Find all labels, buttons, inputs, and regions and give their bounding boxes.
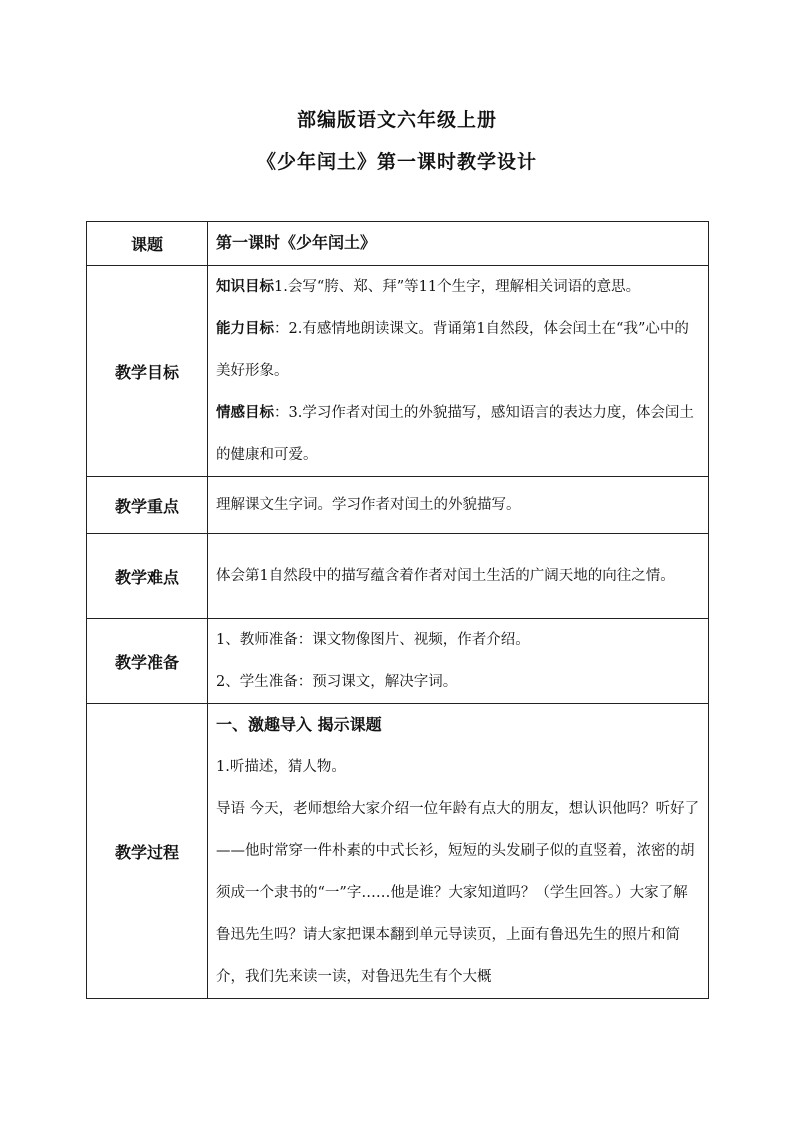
table-row	[87, 477, 709, 534]
process-label: 教学过程	[87, 704, 208, 999]
goal-label: 情感目标	[216, 405, 274, 421]
table-row	[87, 266, 709, 477]
prep-item: 2、学生准备：预习课文，解决字词。	[216, 674, 458, 690]
document-title: 部编版语文六年级上册	[296, 109, 497, 131]
key-label: 教学重点	[87, 477, 208, 534]
goal-item	[216, 266, 700, 308]
topic-cell	[208, 222, 709, 266]
goal-label: 知识目标	[216, 279, 274, 295]
difficulty-label: 教学难点	[87, 534, 208, 619]
prep-item: 1、教师准备：课文物像图片、视频，作者介绍。	[216, 632, 530, 648]
process-heading: 一、激趣导入 揭示课题	[216, 715, 382, 734]
table-row	[87, 534, 709, 619]
table-row	[87, 619, 709, 704]
goal-text: ：3.学习作者对闰土的外貌描写，感知语言的表达力度，体会闰土的健康和可爱。	[216, 405, 694, 463]
prep-label: 教学准备	[87, 619, 208, 704]
difficulty-text: 体会第1自然段中的描写蕴含着作者对闰土生活的广阔天地的向往之情。	[208, 534, 709, 619]
topic-value: 第一课时《少年闰土》	[216, 233, 377, 252]
process-step: 1.听描述，猜人物。	[216, 759, 346, 775]
goal-text: 1.会写“胯、郑、拜”等11个生字，理解相关词语的意思。	[274, 279, 641, 295]
document-subtitle: 《少年闰土》第一课时教学设计	[256, 151, 537, 173]
table-row	[87, 704, 709, 999]
goal-item	[216, 392, 700, 476]
topic-label: 课题	[87, 222, 208, 266]
goal-label: 能力目标	[216, 321, 274, 337]
goals-cell	[208, 266, 709, 477]
goal-text: ：2.有感情地朗读课文。背诵第1自然段，体会闰土在“我”心中的美好形象。	[216, 321, 689, 379]
process-cell	[208, 704, 709, 999]
goal-item	[216, 308, 700, 392]
key-text: 理解课文生字词。学习作者对闰土的外貌描写。	[208, 477, 709, 534]
prep-cell	[208, 619, 709, 704]
table-row	[87, 222, 709, 266]
process-paragraph: 导语 今天，老师想给大家介绍一位年龄有点大的朋友，想认识他吗？听好了——他时常穿一件朴素的中式长衫，短短的头发刷子似的直竖着，浓密的胡须成一个隶书的“一”字……他是谁？大家知道吗？（学生回答。）大家了解鲁迅先生吗？请大家把课本翻到单元导读页，上面有鲁迅先生的照片和简介，我们先来读一读，对鲁迅先生有个大概	[216, 801, 700, 985]
goals-label: 教学目标	[87, 266, 208, 477]
lesson-plan-table	[86, 221, 709, 999]
